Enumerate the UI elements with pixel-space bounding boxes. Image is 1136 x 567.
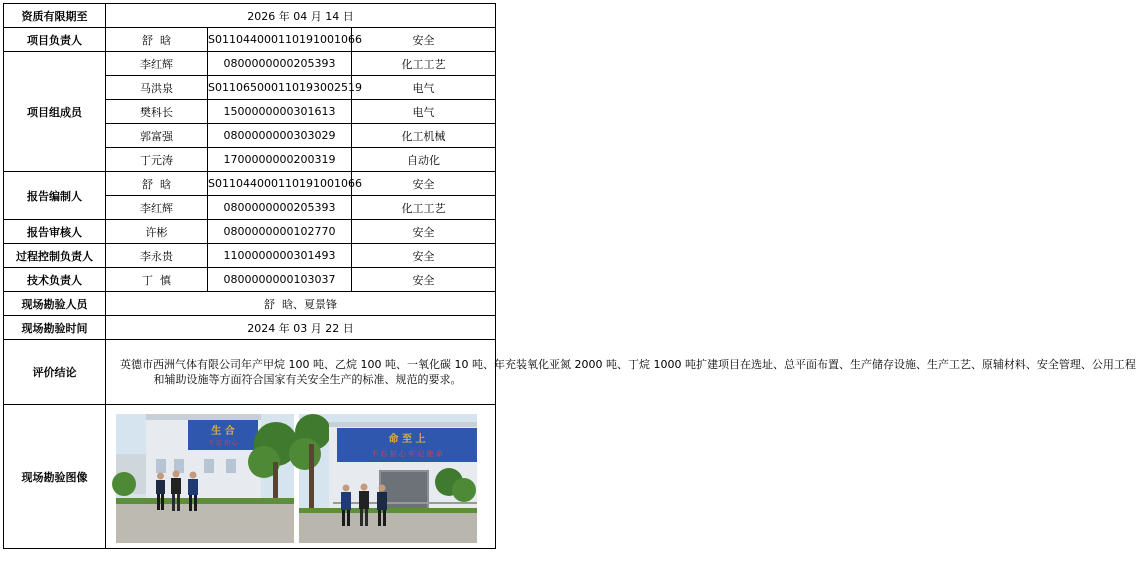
site-staff-label: 现场勘验人员 — [4, 292, 106, 316]
conclusion-paragraph-2: 和辅助设施等方面符合国家有关安全生产的标准、规范的要求。 — [153, 373, 462, 386]
team-member-major: 电气 — [352, 100, 496, 124]
team-member-name: 李红辉 — [106, 52, 208, 76]
team-member-cert: 0800000000303029 — [208, 124, 352, 148]
team-member-row — [4, 52, 496, 76]
project-lead-name: 舒 晗 — [106, 28, 208, 52]
process-control-label: 过程控制负责人 — [4, 244, 106, 268]
report-reviewer-name: 许彬 — [106, 220, 208, 244]
report-author-name: 李红辉 — [106, 196, 208, 220]
site-photo-right — [299, 414, 477, 543]
report-reviewer-row — [4, 220, 496, 244]
project-lead-label: 项目负责人 — [4, 28, 106, 52]
process-control-cert: 1100000000301493 — [208, 244, 352, 268]
qualification-table — [3, 3, 1136, 549]
conclusion-row — [4, 340, 496, 405]
site-photo-left — [116, 414, 294, 543]
right-sign-text: 命 至 上 — [388, 434, 426, 445]
team-member-name: 丁元涛 — [106, 148, 208, 172]
conclusion-label: 评价结论 — [4, 340, 106, 405]
site-photo-left-image — [116, 414, 294, 543]
right-sign-subtext: 不 忘 初 心 牢 记 使 命 — [371, 450, 443, 458]
left-sign-subtext: 不 忘 初 心 — [208, 440, 238, 447]
validity-label: 资质有限期至 — [4, 4, 106, 28]
report-author-major: 化工工艺 — [352, 196, 496, 220]
photos-row — [4, 405, 496, 549]
process-control-name: 李永贵 — [106, 244, 208, 268]
left-sign-text: 生 合 — [211, 426, 235, 437]
process-control-row — [4, 244, 496, 268]
project-lead-row — [4, 28, 496, 52]
project-lead-cert: S011044000110191001066 — [208, 28, 352, 52]
site-staff-row — [4, 292, 496, 316]
team-member-cert: 1700000000200319 — [208, 148, 352, 172]
report-reviewer-major: 安全 — [352, 220, 496, 244]
technical-lead-name: 丁 慎 — [106, 268, 208, 292]
process-control-major: 安全 — [352, 244, 496, 268]
report-author-major: 安全 — [352, 172, 496, 196]
photos-cell — [106, 405, 496, 549]
team-member-cert: 0800000000205393 — [208, 52, 352, 76]
site-photo-right-image — [299, 414, 477, 543]
project-lead-major: 安全 — [352, 28, 496, 52]
technical-lead-label: 技术负责人 — [4, 268, 106, 292]
report-reviewer-label: 报告审核人 — [4, 220, 106, 244]
report-reviewer-cert: 0800000000102770 — [208, 220, 352, 244]
team-member-name: 樊科长 — [106, 100, 208, 124]
team-member-cert: 1500000000301613 — [208, 100, 352, 124]
site-staff-value: 舒 晗、夏景锋 — [106, 292, 496, 316]
validity-row — [4, 4, 496, 28]
report-author-cert: 0800000000205393 — [208, 196, 352, 220]
site-time-value: 2024 年 03 月 22 日 — [106, 316, 496, 340]
site-time-label: 现场勘验时间 — [4, 316, 106, 340]
technical-lead-row — [4, 268, 496, 292]
team-member-major: 自动化 — [352, 148, 496, 172]
site-time-row — [4, 316, 496, 340]
validity-value: 2026 年 04 月 14 日 — [106, 4, 496, 28]
conclusion-paragraph-1: 英德市西洲气体有限公司年产甲烷 100 吨、乙烷 100 吨、一氧化碳 10 吨、年充装氧化亚氮 2000 吨、丁烷 1000 吨扩建项目在选址、总平面布置、生产储存设施、生产工艺、原辅材料、安全管理、公用工程 — [120, 358, 1136, 371]
team-member-major: 化工工艺 — [352, 52, 496, 76]
team-member-major: 电气 — [352, 76, 496, 100]
report-author-name: 舒 晗 — [106, 172, 208, 196]
report-author-cert: S011044000110191001066 — [208, 172, 352, 196]
team-member-name: 马洪泉 — [106, 76, 208, 100]
photos-label: 现场勘验图像 — [4, 405, 106, 549]
team-member-major: 化工机械 — [352, 124, 496, 148]
technical-lead-major: 安全 — [352, 268, 496, 292]
team-member-name: 郭富强 — [106, 124, 208, 148]
technical-lead-cert: 0800000000103037 — [208, 268, 352, 292]
team-label: 项目组成员 — [4, 52, 106, 172]
report-author-label: 报告编制人 — [4, 172, 106, 220]
report-author-row — [4, 172, 496, 196]
team-member-cert: S011065000110193002519 — [208, 76, 352, 100]
conclusion-text — [106, 340, 1136, 405]
